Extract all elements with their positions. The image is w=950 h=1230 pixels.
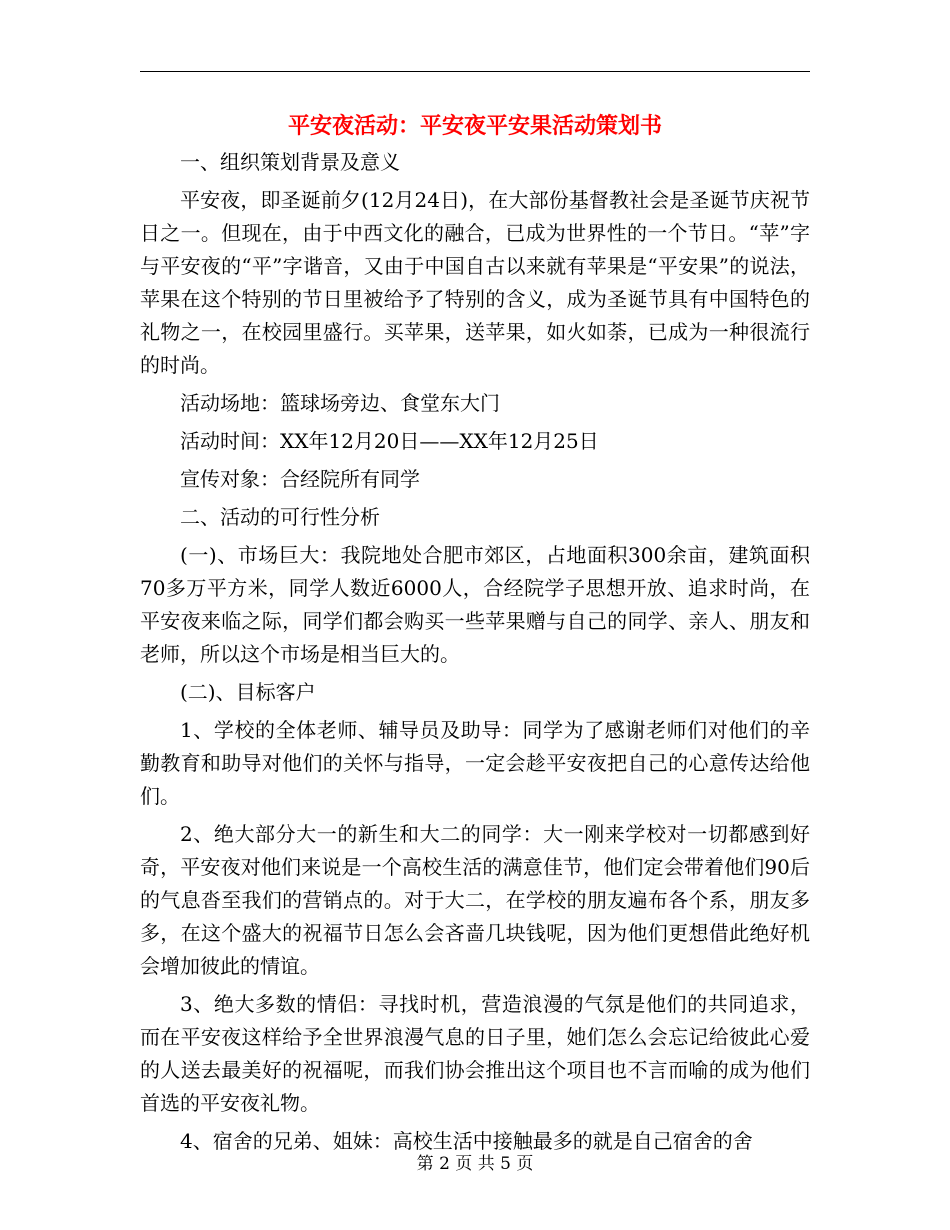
document-body bbox=[140, 146, 810, 1158]
paragraph-venue: 活动场地：篮球场旁边、食堂东大门 bbox=[180, 391, 500, 415]
header-rule bbox=[140, 71, 810, 72]
document-title: 平安夜活动：平安夜平安果活动策划书 bbox=[287, 113, 662, 139]
paragraph-time: 活动时间：XX年12月20日——XX年12月25日 bbox=[180, 429, 599, 453]
list-item-couples: 3、绝大多数的情侣：寻找时机，营造浪漫的气氛是他们的共同追求，而在平安夜这样给予全世界浪漫气息的日子里，她们怎么会忘记给彼此心爱的人送去最美好的祝福呢，而我们协会推出这个项目也不言而喻的成为他们首选的平安夜礼物。 bbox=[140, 992, 810, 1115]
list-item-teachers: 1、学校的全体老师、辅导员及助导：同学为了感谢老师们对他们的辛勤教育和助导对他们的关怀与指导，一定会趁平安夜把自己的心意传达给他们。 bbox=[140, 718, 810, 808]
page-footer: 第 2 页 共 5 页 bbox=[416, 1154, 534, 1174]
paragraph-audience: 宣传对象：合经院所有同学 bbox=[180, 467, 420, 491]
section-heading-feasibility: 二、活动的可行性分析 bbox=[180, 505, 380, 529]
paragraph-market: (一)、市场巨大：我院地处合肥市郊区，占地面积300余亩，建筑面积70多万平方米，同学人数近6000人，合经院学子思想开放、追求时尚，在平安夜来临之际，同学们都会购买一些苹果赠与自己的同学、亲人、朋友和老师，所以这个市场是相当巨大的。 bbox=[140, 543, 810, 666]
subheading-target-customers: (二)、目标客户 bbox=[180, 680, 316, 704]
section-heading-background: 一、组织策划背景及意义 bbox=[180, 150, 400, 174]
paragraph-background: 平安夜，即圣诞前夕(12月24日)，在大部份基督教社会是圣诞节庆祝节日之一。但现在，由于中西文化的融合，已成为世界性的一个节日。“苹”字与平安夜的“平”字谐音，又由于中国自古以来就有苹果是“平安果”的说法，苹果在这个特别的节日里被给予了特别的含义，成为圣诞节具有中国特色的礼物之一，在校园里盛行。买苹果，送苹果，如火如荼，已成为一种很流行的时尚。 bbox=[140, 188, 810, 377]
list-item-students: 2、绝大部分大一的新生和大二的同学：大一刚来学校对一切都感到好奇，平安夜对他们来说是一个高校生活的满意佳节，他们定会带着他们90后的气息沓至我们的营销点的。对于大二，在学校的朋友遍布各个系，朋友多多，在这个盛大的祝福节日怎么会吝啬几块钱呢，因为他们更想借此绝好机会增加彼此的情谊。 bbox=[140, 822, 810, 978]
list-item-roommates: 4、宿舍的兄弟、姐妹：高校生活中接触最多的就是自己宿舍的舍 bbox=[180, 1129, 753, 1153]
